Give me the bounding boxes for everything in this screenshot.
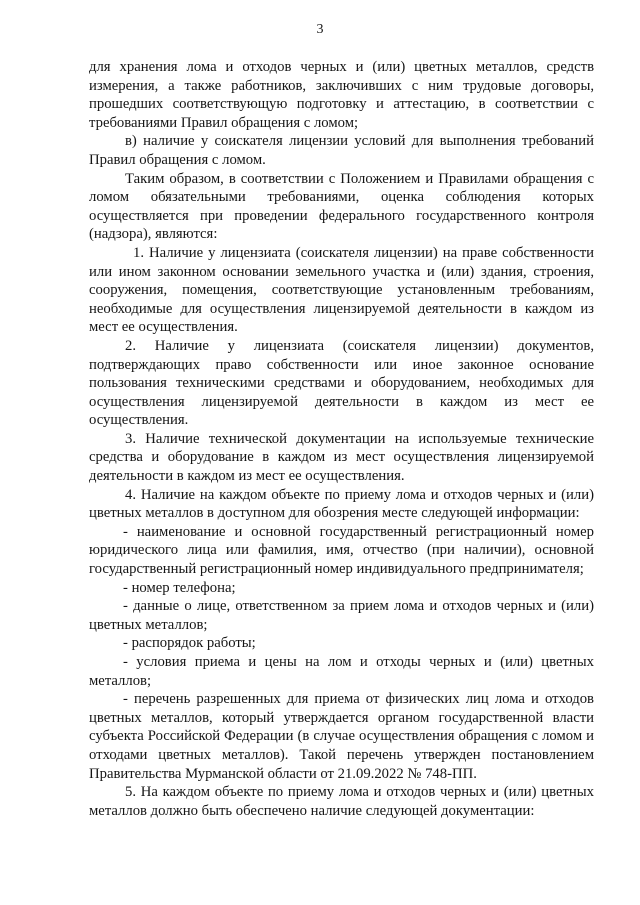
list-item: - перечень разрешенных для приема от физических лиц лома и отходов цветных металлов, который утверждается органом государственной власти субъекта Российской Федерации (в случае осуществления обращения с ломом и отходами цветных металлов). Такой перечень утвержден постановлением Правительства Мурманской области от 21.09.2022 № 748-ПП. (89, 691, 594, 782)
list-item: - номер телефона; (123, 579, 236, 596)
list-item: - данные о лице, ответственном за прием лома и отходов черных и (или) цветных металлов; (89, 598, 594, 633)
requirement-1: 1. Наличие у лицензиата (соискателя лицензии) на праве собственности или ином законном основании земельного участка и (или) здания, строения, сооружения, помещения, соответствующие установленным требованиям, необходимые для осуществления лицензируемой деятельности в каждом из мест ее осуществления. (89, 244, 594, 336)
paragraph-summary: Таким образом, в соответствии с Положением и Правилами обращения с ломом обязательными требованиями, оценка соблюдения которых осуществляется при проведении федерального государственного контроля (надзора), являются: (89, 170, 594, 243)
requirement-3: 3. Наличие технической документации на используемые технические средства и оборудование в каждом из мест осуществления лицензируемой деятельности в каждом из мест ее осуществления. (89, 430, 594, 485)
list-item: - условия приема и цены на лом и отходы черных и (или) цветных металлов; (89, 654, 594, 689)
page-number: 3 (316, 22, 324, 37)
list-item: - наименование и основной государственный регистрационный номер юридического лица или фамилия, имя, отчество (при наличии), основной государственный регистрационный номер индивидуального предпринимателя; (89, 523, 594, 578)
paragraph-item-v: в) наличие у соискателя лицензии условий для выполнения требований Правил обращения с ломом. (89, 133, 594, 168)
requirement-4: 4. Наличие на каждом объекте по приему лома и отходов черных и (или) цветных металлов в доступном для обозрения месте следующей информации: (89, 486, 594, 522)
paragraph-continuation: для хранения лома и отходов черных и (или) цветных металлов, средств измерения, а также работников, заключивших с ним трудовые договоры, прошедших соответствующую подготовку и аттестацию, в соответствии с требованиями Правил обращения с ломом; (89, 59, 594, 131)
list-item: - распорядок работы; (123, 635, 256, 652)
requirement-5: 5. На каждом объекте по приему лома и отходов черных и (или) цветных металлов должно быть обеспечено наличие следующей документации: (89, 784, 594, 819)
document-body (89, 58, 594, 820)
requirement-2: 2. Наличие у лицензиата (соискателя лицензии) документов, подтверждающих право собственности или иное законное основание пользования техническими средствами и оборудованием, необходимых для осуществления лицензируемой деятельности в каждом из мест ее осуществления. (89, 337, 594, 429)
